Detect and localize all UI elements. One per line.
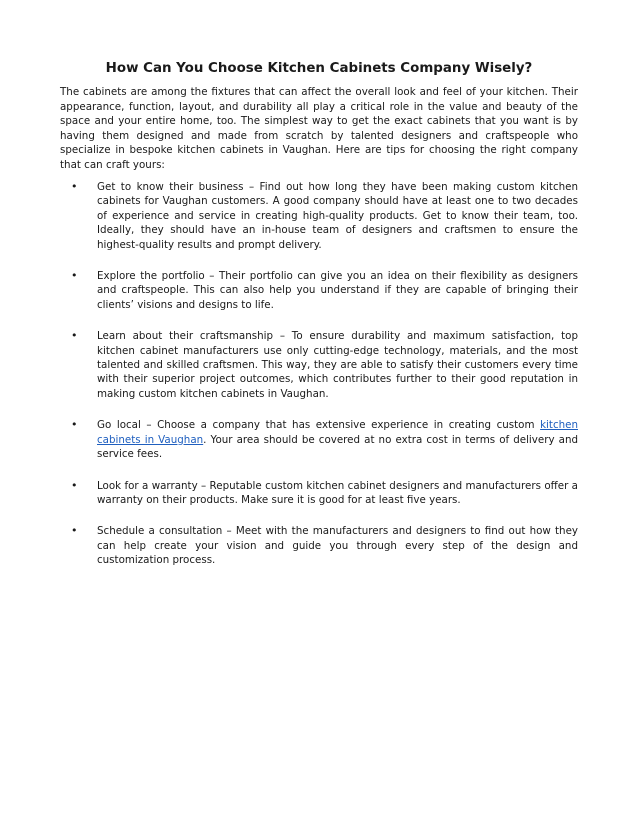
- bullet-icon: •: [71, 418, 78, 432]
- list-item: [60, 524, 578, 567]
- list-item-text: Get to know their business – Find out how long they have been making custom kitchen cabinets for Vaughan customers. A good company should have at least one to two decades of experience and service in creating high-quality products. Get to know their team, too. Ideally, they should have an in-house team of designers and craftsmen to ensure the highest-quality results and prompt delivery.: [97, 181, 578, 251]
- list-item-text-before-link: Go local – Choose a company that has extensive experience in creating custom: [97, 419, 541, 432]
- list-item-text: Schedule a consultation – Meet with the manufacturers and designers to find out how they can help create your vision and guide you through every step of the design and customization process.: [97, 525, 578, 567]
- bullet-icon: •: [71, 524, 78, 538]
- list-item: [60, 180, 578, 252]
- list-item-text: Explore the portfolio – Their portfolio can give you an idea on their flexibility as designers and craftspeople. This can also help you understand if they are capable of bringing their clients’ visions and designs to life.: [97, 270, 578, 311]
- tips-list: [60, 180, 578, 585]
- bullet-icon: •: [71, 180, 78, 193]
- list-item-text: Learn about their craftsmanship – To ensure durability and maximum satisfaction, top kitchen cabinet manufacturers use only cutting-edge technology, materials, and the most talented and skilled craftsmen. This way, they are able to satisfy their customers every time with their superior project outcomes, which contributes further to their good reputation in making custom kitchen cabinets in Vaughan.: [97, 330, 578, 400]
- intro-paragraph: The cabinets are among the fixtures that can affect the overall look and feel of your kitchen. Their appearance, function, layout, and durability all play a critical role in the value and beauty of the space and your entire home, too. The simplest way to get the exact cabinets that you want is by having them designed and made from scratch by talented designers and craftspeople who specialize in bespoke kitchen cabinets in Vaughan. Here are tips for choosing the right company that can craft yours:: [60, 86, 578, 171]
- list-item-text: Look for a warranty – Reputable custom kitchen cabinet designers and manufacturers offer a warranty on their products. Make sure it is good for at least five years.: [97, 479, 578, 506]
- list-item-text-after-link: . Your area should be covered at no extra cost in terms of delivery and service fees.: [97, 433, 578, 461]
- bullet-icon: •: [71, 329, 78, 343]
- list-item: [60, 418, 578, 461]
- list-item: [60, 479, 578, 508]
- bullet-icon: •: [71, 269, 78, 283]
- list-item: [60, 269, 578, 312]
- list-item: [60, 329, 578, 401]
- page-title: How Can You Choose Kitchen Cabinets Company Wisely?: [105, 61, 533, 76]
- bullet-icon: •: [71, 478, 78, 492]
- kitchen-cabinets-vaughan-link[interactable]: kitchen cabinets in Vaughan: [97, 419, 578, 446]
